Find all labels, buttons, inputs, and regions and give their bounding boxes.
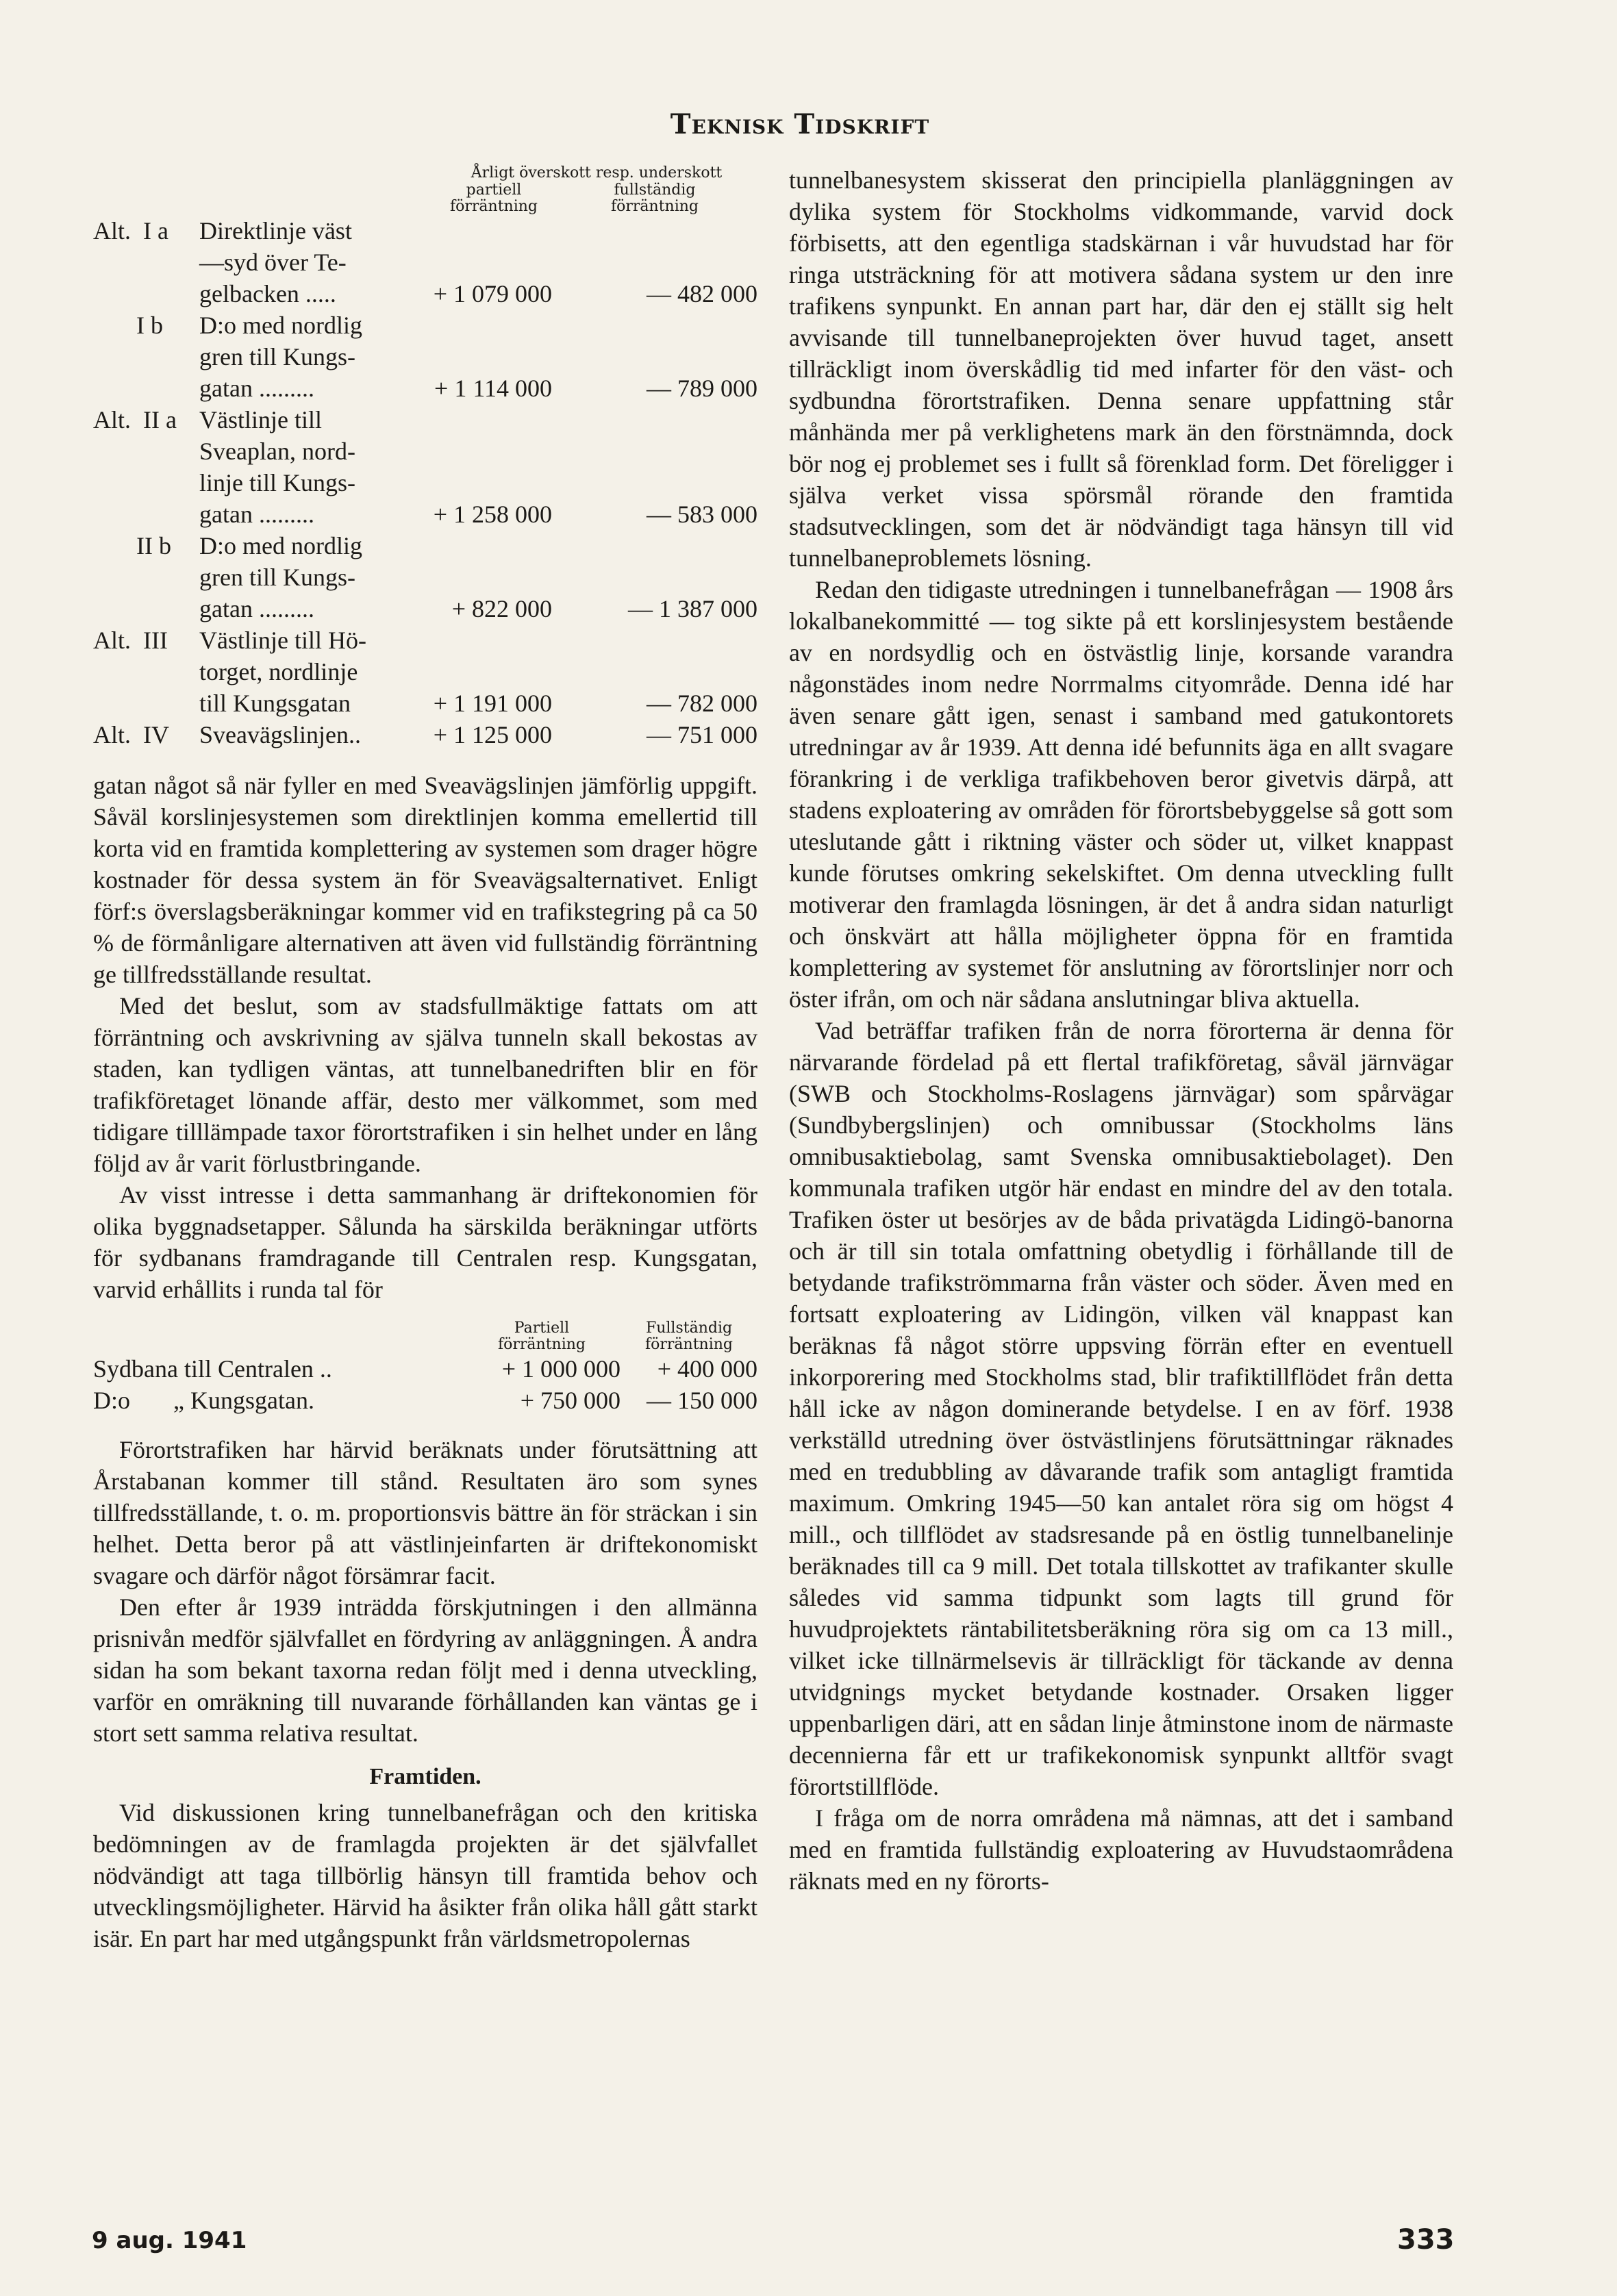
paragraph: tunnelbanesystem skisserat den principiella planläggningen av dylika system för Stockholms vidkommande, varvid dock förbisetts, att den egentliga stadskärnan i vår huvudstad har för ringa utsträckning för att motivera sådana system ur den inre trafikens synpunkt. En annan part har, där den ej ställt sig helt avvisande till tunnelbaneprojekten över huvud taget, ansett tillräckligt inom överskådlig tid med infarter för den väst- och sydbundna förortstrafiken. Denna senare uppfattning står månhända mer på verklighetens mark än den förstnämnda, dock bör nog ej problemet ses i fullt så förenklad form. Det föreligger i själva verket vissa spörsmål rörande den framtida stadsutvecklingen, som det är nödvändigt taga hänsyn till vid tunnelbaneproblemets lösning.: [789, 166, 1453, 572]
section-title: Framtiden.: [369, 1764, 481, 1789]
alt-partial-value: + 1 125 000: [433, 721, 552, 748]
alt-key: II b: [93, 532, 171, 559]
alt-key: I b: [93, 312, 163, 339]
alt-key: Alt. II a: [93, 406, 177, 433]
left-column: [93, 164, 757, 1954]
alt-table: [93, 215, 757, 750]
left-paragraphs-3: [93, 1797, 757, 1954]
alt-key: Alt. III: [93, 627, 168, 654]
header-partial: partiell förräntning: [449, 181, 538, 215]
alt-key: Alt. I a: [93, 217, 168, 244]
syd-partial-value: + 750 000: [520, 1387, 621, 1414]
alt-partial-value: + 1 114 000: [434, 375, 552, 402]
issue-date: 9 aug. 1941: [92, 2227, 247, 2254]
syd-header-partial: Partiell förräntning: [497, 1320, 586, 1353]
paragraph: I fråga om de norra områdena må nämnas, att det i samband med en framtida fullständig exploatering av Huvudstaområdena räknats med en ny förorts-: [789, 1804, 1453, 1895]
alt-row: [93, 625, 757, 719]
alt-description: D:o med nordlig gren till Kungs- gatan .........: [199, 312, 362, 402]
paragraph: Av visst intresse i detta sammanhang är driftekonomien för olika byggnadsetapper. Sålunda ha särskilda beräkningar utförts för sydbanans framdragande till Centralen resp. Kungsgatan, varvid erhållits i runda tal för: [93, 1181, 757, 1303]
alt-full-value: — 1 387 000: [628, 595, 757, 622]
right-column: [789, 164, 1453, 1897]
alt-description: Västlinje till Hö- torget, nordlinje till Kungsgatan: [199, 627, 366, 717]
alt-full-value: — 482 000: [647, 280, 757, 307]
alt-row: [93, 530, 757, 625]
right-paragraphs: [789, 164, 1453, 1897]
masthead: Teknisk Tidskrift: [670, 108, 930, 140]
alt-full-value: — 583 000: [647, 501, 757, 528]
syd-label: D:o „ Kungsgatan.: [93, 1387, 314, 1414]
alt-description: Direktlinje väst —syd över Te- gelbacken .....: [199, 217, 352, 307]
alt-partial-value: + 1 258 000: [433, 501, 552, 528]
syd-table-header: [93, 1320, 757, 1353]
paragraph: Den efter år 1939 inträdda förskjutningen i den allmänna prisnivån medför självfallet en fördyring av anläggningen. Å andra sidan ha som bekant taxorna redan följt med i denna utveckling, varför en omräkning till nuvarande förhållanden kan väntas ge i stort sett samma relativa resultat.: [93, 1593, 757, 1747]
syd-header-full: Fullständig förräntning: [644, 1320, 733, 1353]
alt-description: D:o med nordlig gren till Kungs- gatan .........: [199, 532, 362, 622]
header-full: fullständig förräntning: [610, 181, 699, 215]
alt-key: Alt. IV: [93, 721, 169, 748]
alt-description: Västlinje till Sveaplan, nord- linje till Kungs- gatan .........: [199, 406, 355, 528]
left-paragraphs-2: [93, 1434, 757, 1749]
syd-full-value: — 150 000: [647, 1387, 757, 1414]
alt-row: [93, 404, 757, 530]
alt-partial-value: + 822 000: [451, 595, 552, 622]
alt-partial-value: + 1 079 000: [433, 280, 552, 307]
syd-full-value: + 400 000: [657, 1355, 757, 1383]
alt-partial-value: + 1 191 000: [433, 690, 552, 717]
alt-row: [93, 310, 757, 404]
alt-full-value: — 782 000: [647, 690, 757, 717]
alt-full-value: — 789 000: [647, 375, 757, 402]
paragraph: Redan den tidigaste utredningen i tunnelbanefrågan — 1908 års lokalbanekommitté — tog sikte på ett korslinjesystem bestående av en nordsydlig och en östvästlig linje, korsande varandra någonstädes inom nedre Norrmalms cityområde. Denna idé har även senare gått igen, senast i samband med gatukontorets utredningar av år 1939. Att denna idé befunnits äga en allt svagare förankring i de verkliga trafikbehoven beror givetvis därpå, att stadens exploatering av områden för förortsbebyggelse så gott som uteslutande gått i riktning väster och söder ut, vilket knappast kunde förutses omkring sekelskiftet. Om denna utveckling fullt motiverar den framlagda lösningen, är det å andra sidan naturligt och önskvärt att hålla möjligheter öppna för en framtida komplettering av systemet för anslutning av förortslinjer norr och öster ifrån, om och när sådana anslutningar bliva aktuella.: [789, 576, 1453, 1013]
paragraph: Förortstrafiken har härvid beräknats under förutsättning att Årstabanan kommer till stånd. Resultaten äro som synes tillfredsställande, t. o. m. proportionsvis bättre än för sträckan i sin helhet. Detta beror på att västlinjeinfarten är driftekonomiskt svagare och därför något försämrar facit.: [93, 1436, 757, 1589]
syd-label: Sydbana till Centralen ..: [93, 1355, 332, 1383]
paragraph: Vad beträffar trafiken från de norra förorterna är denna för närvarande fördelad på ett flertal trafikföretag, såväl järnvägar (SWB och Stockholms-Roslagens järnvägar) som spårvägar (Sundbybergslinjen) och omnibussar (Stockholms läns omnibusaktiebolag, samt Svenska omnibusaktiebolaget). Den kommunala trafiken utgör här endast en mindre del av den totala. Trafiken öster ut besörjes av de båda privatägda Lidingö-banorna och är till sin totala omfattning obetydlig i förhållande till de betydande trafikströmmarna från väster och söder. Även med en fortsatt exploatering av Lidingön, vilken väl knappast kan beräknas få något större uppsving förrän efter en eventuell inkorporering med Stockholms stad, blir trafiktillflödet från detta håll icke av någon dominerande betydelse. I en av förf. 1938 verkställd utredning över östvästlinjens förutsättningar räknades med en tredubbling av dåvarande trafik som antagligt framtida maximum. Omkring 1945—50 kan antalet röra sig om högst 4 mill., och tillflödet av stadsresande på en östlig tunnelbanelinje beräknades till ca 9 mill. Det totala tillskottet av trafikanter skulle således vid samma tidpunkt som lagts till grund för huvudprojektets räntabilitetsberäkning röra sig om ca 13 mill., vilket icke tillnärmelsevis är tillräckligt för täckande av denna utvidgnings mycket betydande kostnader. Orsaken ligger uppenbarligen däri, att en sådan linje åtminstone inom de närmaste decennierna får ett ur trafikekonomisk synpunkt alltför svagt förortstillflöde.: [789, 1017, 1453, 1800]
paragraph: Vid diskussionen kring tunnelbanefrågan och den kritiska bedömningen av de framlagda projekten är det självfallet nödvändigt att taga tillbörlig hänsyn till framtida behov och utvecklingsmöjligheter. Härvid ha åsikter från olika håll gått starkt isär. En part har med utgångspunkt från världsmetropolernas: [93, 1799, 757, 1952]
syd-row: [93, 1385, 757, 1416]
alt-row: [93, 215, 757, 310]
syd-row: [93, 1353, 757, 1385]
syd-table: [93, 1353, 757, 1416]
page-number: 333: [1397, 2224, 1455, 2256]
left-paragraphs-1: [93, 770, 757, 1305]
paragraph: Med det beslut, som av stadsfullmäktige fattats om att förräntning och avskrivning av själva tunneln skall bekostas av staden, kan tydligen väntas, att tunnelbanedriften blir en för trafikföretaget lönande affär, desto mer välkommet, som med tidigare tilllämpade taxor förortstrafiken i sin helhet under en lång följd av år varit förlustbringande.: [93, 992, 757, 1177]
syd-partial-value: + 1 000 000: [501, 1355, 621, 1383]
alt-description: Sveavägslinjen..: [199, 721, 361, 748]
table-header-group: Årligt överskott resp. underskott: [471, 164, 723, 181]
alt-full-value: — 751 000: [647, 721, 757, 748]
alt-table-header: [93, 182, 757, 215]
alt-row: [93, 719, 757, 750]
paragraph: gatan något så när fyller en med Sveavägslinjen jämförlig uppgift. Såväl korslinjesystemen som direktlinjen komma emellertid till korta vid en framtida komplettering av systemen som drager högre kostnader för dessa system än för Sveavägsalternativet. Enligt förf:s överslagsberäkningar kommer vid en trafikstegring på ca 50 % de förmånligare alternativen att även vid fullständig förräntning ge tillfredsställande resultat.: [93, 772, 757, 988]
